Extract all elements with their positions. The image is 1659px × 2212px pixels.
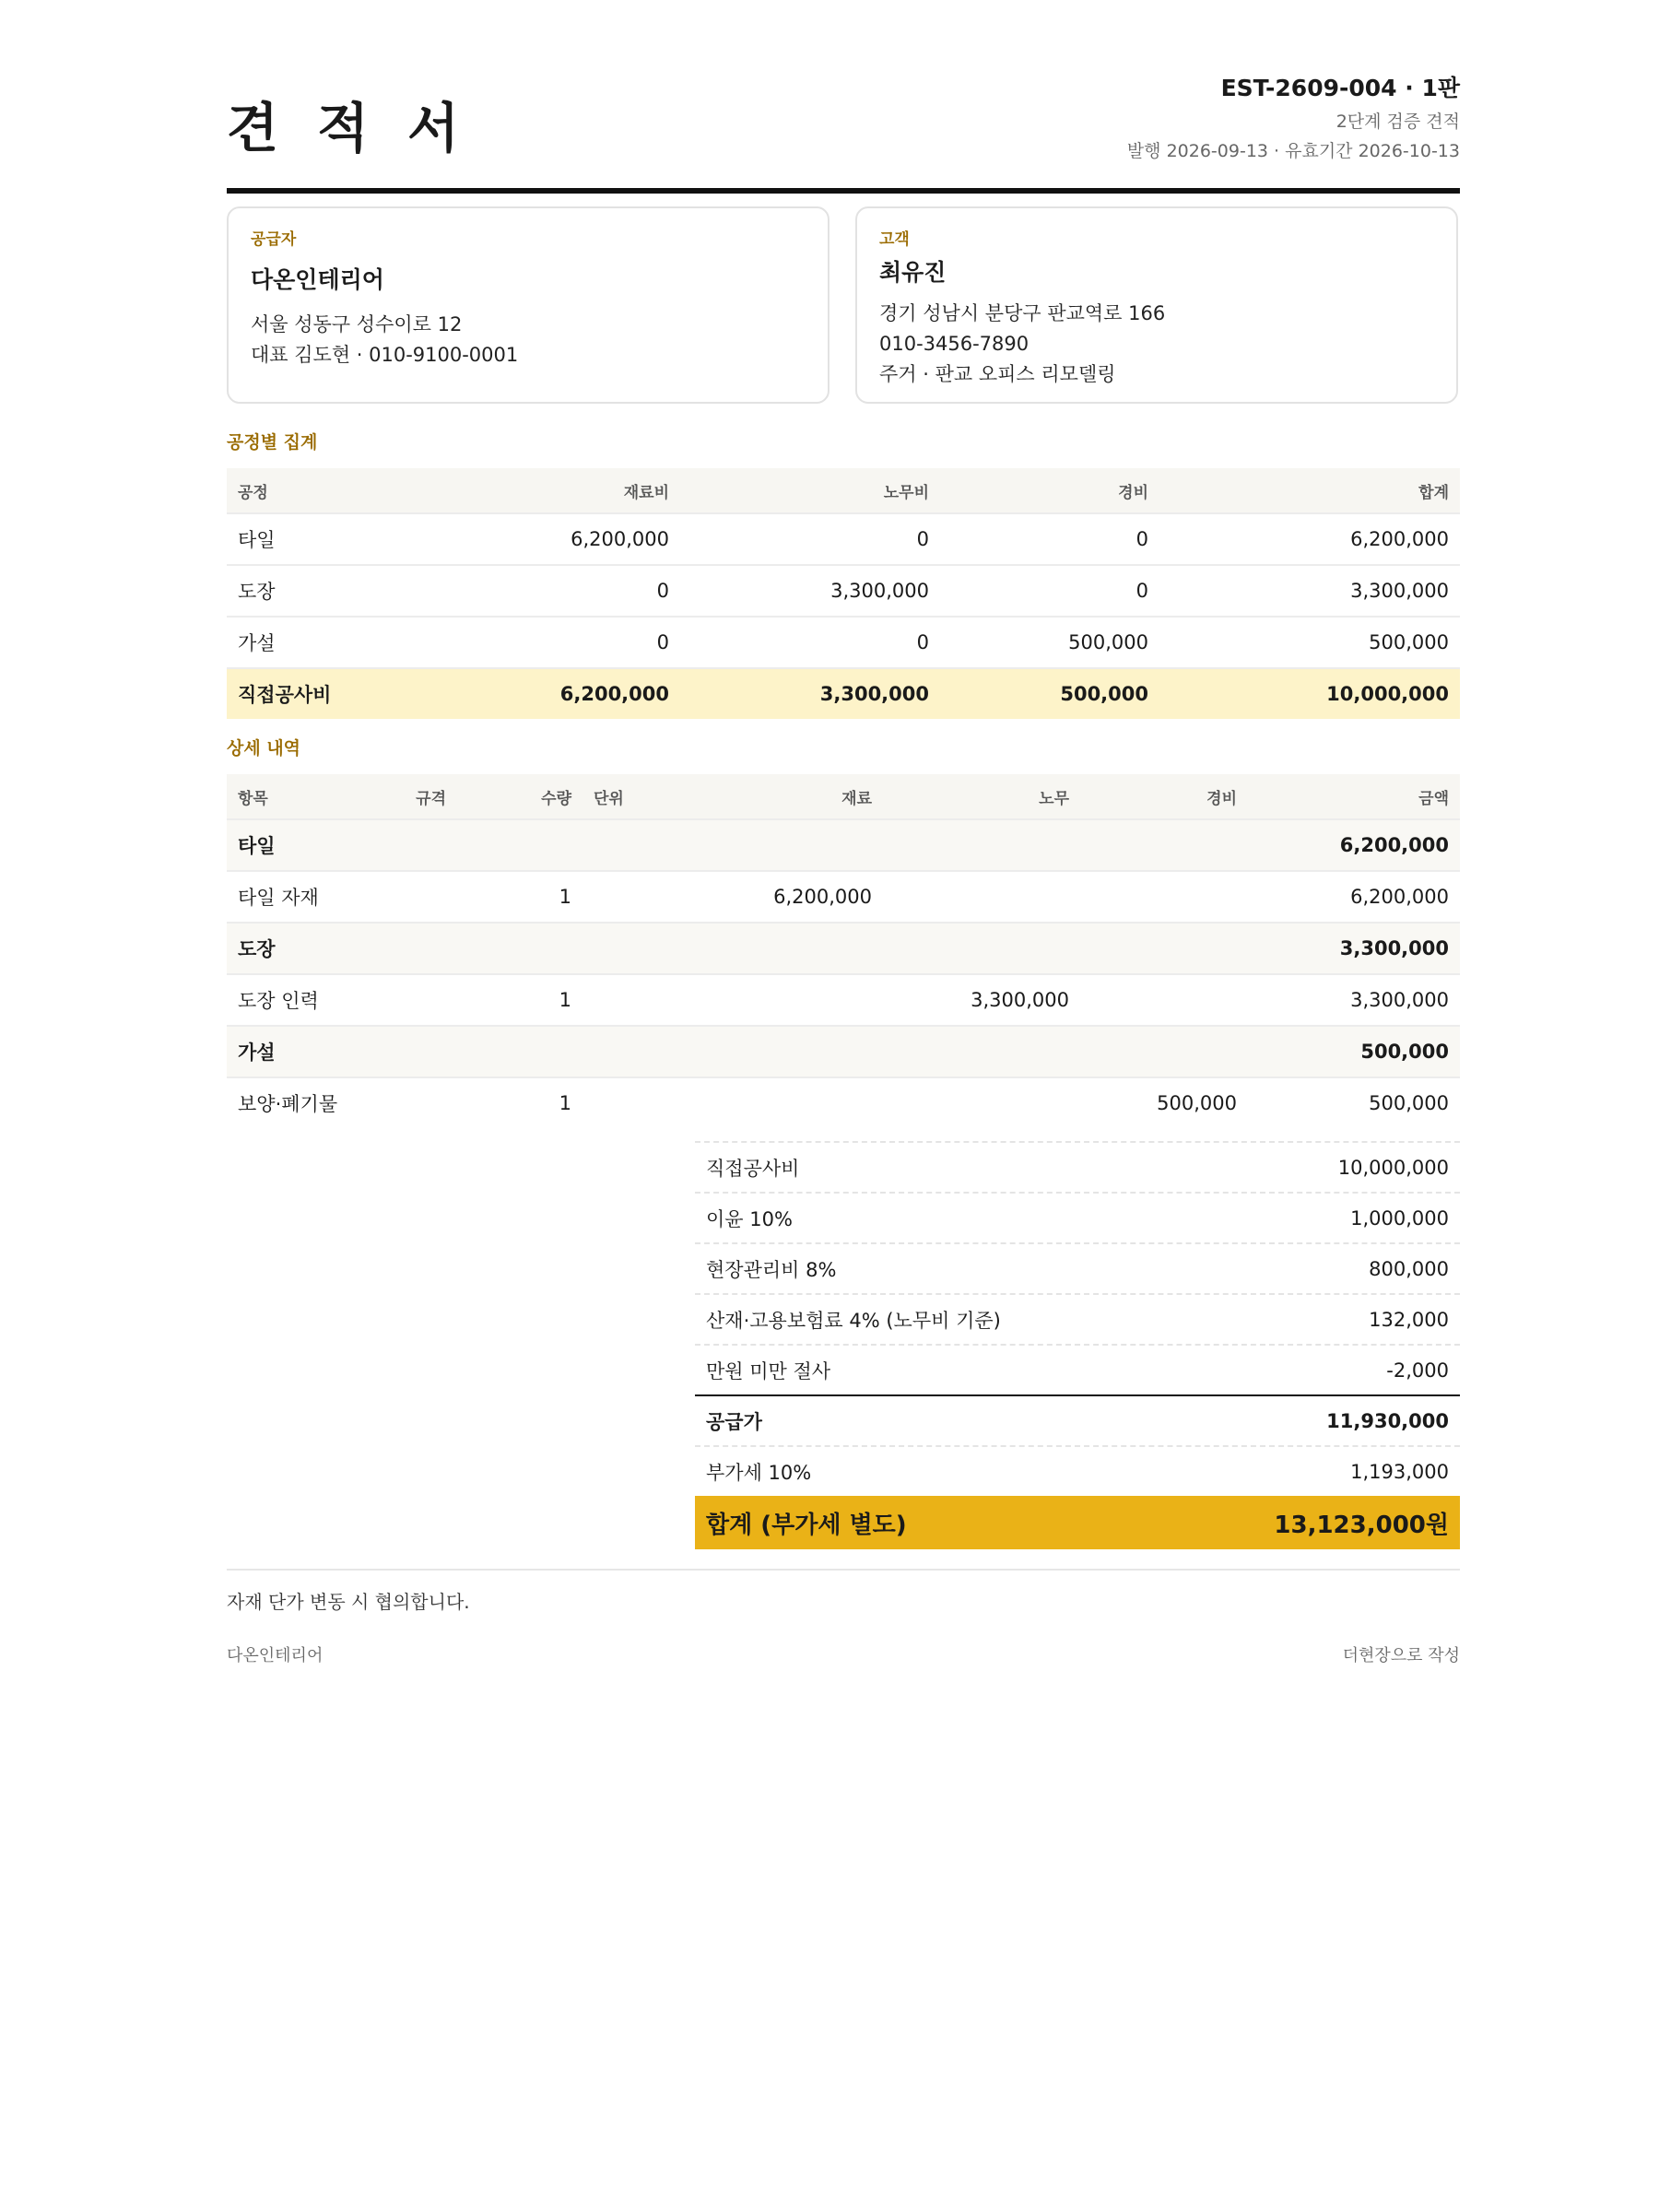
detail-group-name: 도장 [227, 923, 1248, 974]
document-title: 견적서 [227, 97, 499, 159]
detail-item-unit [582, 974, 675, 1026]
summary-total-cell: 500,000 [940, 668, 1159, 719]
detail-item-expense [1080, 974, 1248, 1026]
summary-row [227, 617, 1460, 668]
party-cards [227, 206, 1460, 406]
detail-group-name: 가설 [227, 1026, 1248, 1077]
customer-address: 경기 성남시 분당구 판교역로 166 [879, 302, 1166, 324]
totals-row [695, 1192, 1460, 1242]
totals-row [695, 1293, 1460, 1344]
supplier-card [227, 206, 830, 404]
footer-divider [227, 1569, 1460, 1571]
summary-cell: 0 [680, 617, 940, 668]
summary-header-cell: 노무비 [680, 468, 940, 513]
detail-item-name: 도장 인력 [227, 974, 374, 1026]
totals-row [695, 1141, 1460, 1192]
totals-row [695, 1242, 1460, 1293]
totals-value: 800,000 [1369, 1257, 1449, 1280]
summary-cell: 0 [680, 513, 940, 565]
summary-section-title: 공정별 집계 [227, 432, 318, 453]
detail-item-labor [883, 871, 1080, 923]
totals-value: 11,930,000 [1326, 1409, 1449, 1432]
detail-item-qty: 1 [457, 871, 582, 923]
document-dates: 발행 2026-09-13 · 유효기간 2026-10-13 [1126, 141, 1460, 161]
totals-label: 만원 미만 절사 [706, 1359, 831, 1382]
supply-price-row [695, 1394, 1460, 1445]
detail-item-spec [374, 1077, 457, 1128]
detail-item-spec [374, 871, 457, 923]
footer-credit: 더현장으로 작성 [1342, 1646, 1460, 1665]
supplier-name: 다온인테리어 [251, 266, 384, 293]
vat-row [695, 1445, 1460, 1496]
detail-header-cell: 금액 [1248, 774, 1460, 819]
customer-project: 주거 · 판교 오피스 리모델링 [879, 363, 1116, 385]
summary-total-cell: 직접공사비 [227, 668, 422, 719]
detail-header-row [227, 774, 1460, 819]
totals-label: 직접공사비 [706, 1157, 800, 1180]
detail-group-amount: 6,200,000 [1248, 819, 1460, 871]
detail-item-name: 타일 자재 [227, 871, 374, 923]
detail-group-row [227, 923, 1460, 974]
detail-item-qty: 1 [559, 1092, 571, 1114]
detail-item-expense: 500,000 [1157, 1092, 1237, 1114]
summary-header-cell: 재료비 [422, 468, 680, 513]
detail-item-labor: 3,300,000 [883, 974, 1080, 1026]
totals-label: 부가세 10% [706, 1461, 812, 1484]
document-number: EST-2609-004 · 1판 [1220, 75, 1460, 101]
detail-item-material: 6,200,000 [675, 871, 883, 923]
summary-cell: 도장 [227, 565, 422, 617]
customer-card [855, 206, 1458, 404]
summary-total-cell: 6,200,000 [422, 668, 680, 719]
summary-header-cell: 경비 [940, 468, 1159, 513]
grand-total-row [695, 1496, 1460, 1549]
totals-value: 132,000 [1369, 1308, 1449, 1331]
footer-company: 다온인테리어 [227, 1646, 324, 1665]
detail-group-row [227, 1026, 1460, 1077]
totals-value: 1,000,000 [1350, 1206, 1449, 1230]
summary-total-row [227, 668, 1460, 719]
detail-item-row [227, 871, 1460, 923]
detail-item-row [227, 974, 1460, 1026]
detail-item-labor [883, 1077, 1080, 1128]
customer-label: 고객 [879, 230, 910, 249]
supplier-label: 공급자 [251, 230, 297, 249]
document-stage: 2단계 검증 견적 [1335, 112, 1460, 132]
summary-total-cell: 3,300,000 [680, 668, 940, 719]
summary-cell: 0 [422, 617, 680, 668]
totals-row [695, 1344, 1460, 1394]
detail-header-cell: 경비 [1080, 774, 1248, 819]
detail-item-qty: 1 [457, 974, 582, 1026]
summary-cell: 500,000 [1159, 617, 1460, 668]
summary-cell: 3,300,000 [1159, 565, 1460, 617]
summary-header-cell: 합계 [1159, 468, 1460, 513]
document-header [227, 0, 1460, 194]
detail-table [227, 774, 1460, 1128]
summary-cell: 0 [940, 565, 1159, 617]
totals-value: 10,000,000 [1337, 1156, 1449, 1179]
summary-row [227, 513, 1460, 565]
summary-cell: 6,200,000 [422, 513, 680, 565]
totals-value: -2,000 [1386, 1359, 1449, 1382]
detail-header-cell: 수량 [457, 774, 582, 819]
summary-total-cell: 10,000,000 [1159, 668, 1460, 719]
detail-group-amount: 500,000 [1248, 1026, 1460, 1077]
estimate-note: 자재 단가 변동 시 협의합니다. [227, 1591, 470, 1613]
supplier-contact: 대표 김도현 · 010-9100-0001 [251, 344, 519, 366]
summary-cell: 6,200,000 [1159, 513, 1460, 565]
customer-name: 최유진 [879, 259, 947, 286]
estimate-page [227, 0, 1460, 1665]
detail-item-unit [582, 1077, 675, 1128]
detail-item-unit [582, 871, 675, 923]
document-meta [1127, 72, 1460, 166]
summary-table [227, 468, 1460, 719]
detail-section-title: 상세 내역 [227, 738, 301, 759]
summary-header-row [227, 468, 1460, 513]
detail-header-cell: 재료 [675, 774, 883, 819]
totals-label: 공급가 [706, 1410, 762, 1433]
detail-item-amount: 6,200,000 [1248, 871, 1460, 923]
detail-group-row [227, 819, 1460, 871]
summary-cell: 0 [940, 513, 1159, 565]
detail-item-expense [1080, 871, 1248, 923]
grand-total-label: 합계 (부가세 별도) [706, 1511, 907, 1539]
detail-group-name: 타일 [227, 819, 1248, 871]
totals-label: 현장관리비 8% [706, 1258, 837, 1281]
totals-block [695, 1141, 1460, 1549]
detail-header-cell: 규격 [374, 774, 457, 819]
totals-label: 이윤 10% [706, 1207, 793, 1230]
detail-item-material [675, 974, 883, 1026]
summary-cell: 0 [422, 565, 680, 617]
summary-cell: 500,000 [940, 617, 1159, 668]
detail-item-material [675, 1077, 883, 1128]
customer-phone: 010-3456-7890 [879, 333, 1030, 355]
totals-label: 산재·고용보험료 4% (노무비 기준) [706, 1309, 1001, 1332]
summary-row [227, 565, 1460, 617]
detail-header-cell: 단위 [582, 774, 675, 819]
summary-cell: 타일 [227, 513, 422, 565]
summary-cell: 가설 [227, 617, 422, 668]
detail-header-cell: 항목 [227, 774, 374, 819]
detail-item-name: 보양·폐기물 [238, 1093, 338, 1115]
detail-item-amount: 500,000 [1369, 1092, 1449, 1114]
grand-total-value: 13,123,000원 [1274, 1511, 1449, 1539]
detail-item-row [227, 1077, 1460, 1128]
summary-cell: 3,300,000 [680, 565, 940, 617]
summary-header-cell: 공정 [227, 468, 422, 513]
totals-value: 1,193,000 [1350, 1460, 1449, 1483]
supplier-address: 서울 성동구 성수이로 12 [251, 313, 463, 335]
detail-item-spec [374, 974, 457, 1026]
detail-item-amount: 3,300,000 [1248, 974, 1460, 1026]
detail-group-amount: 3,300,000 [1248, 923, 1460, 974]
detail-header-cell: 노무 [883, 774, 1080, 819]
